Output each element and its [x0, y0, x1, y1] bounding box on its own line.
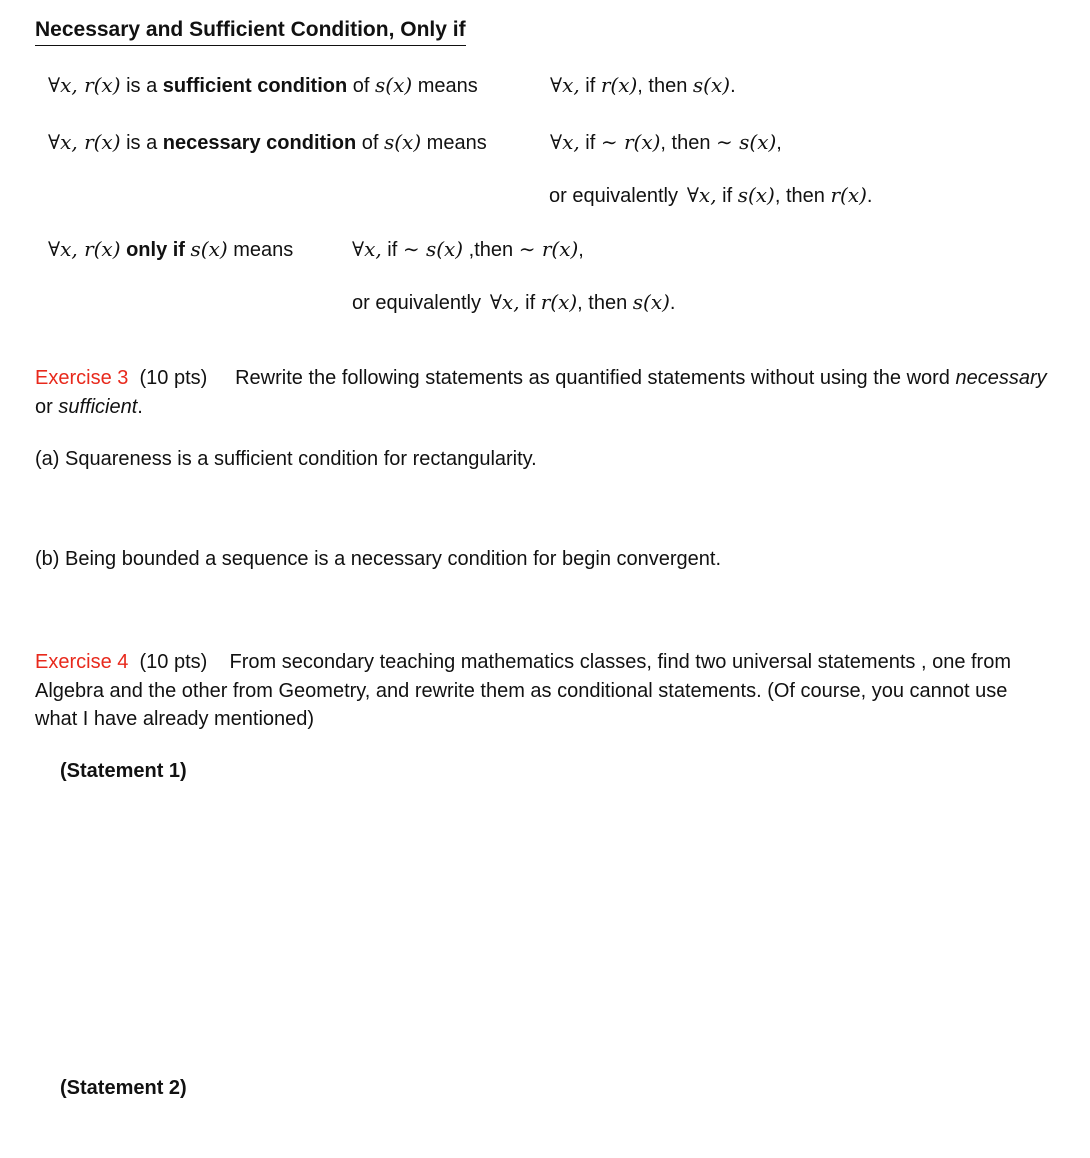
def-necessary-equiv-if: if: [716, 185, 738, 207]
def-sufficient-lhs-math: ∀x, r(x): [48, 73, 121, 97]
def-necessary-lhs-math: ∀x, r(x): [48, 130, 121, 154]
def-necessary-equiv-then: , then: [774, 185, 831, 207]
def-sufficient-term: sufficient condition: [162, 75, 348, 97]
def-necessary-end: ,: [776, 132, 782, 154]
def-sufficient-rx: r(x): [600, 73, 638, 97]
statement-1-label: (Statement 1): [60, 760, 187, 782]
def-necessary-equiv-q: ∀x,: [686, 183, 717, 207]
def-onlyif-equiv-sx: s(x): [632, 290, 670, 314]
def-onlyif-neg-rx: ∼ r(x): [518, 237, 579, 261]
def-onlyif-equiv-rx: r(x): [540, 290, 578, 314]
def-onlyif-equiv-if: if: [519, 292, 541, 314]
def-onlyif-lhs-math: ∀x, r(x): [48, 237, 121, 261]
exercise-3-label: Exercise 3: [35, 367, 129, 389]
def-necessary-equiv: [549, 183, 872, 208]
def-sufficient-of: of: [347, 75, 375, 97]
def-sufficient-end: .: [730, 75, 736, 97]
statement-2-label: (Statement 2): [60, 1077, 187, 1099]
def-sufficient-means: means: [412, 75, 478, 97]
def-onlyif-equiv-label: or equivalently: [352, 292, 481, 314]
def-onlyif-sx: s(x): [190, 237, 228, 261]
def-necessary-of: of: [356, 132, 384, 154]
def-necessary-then: , then: [660, 132, 717, 154]
def-sufficient-sx: s(x): [375, 73, 413, 97]
def-onlyif-equiv: [352, 290, 675, 315]
def-necessary-neg-rx: ∼ r(x): [600, 130, 661, 154]
def-necessary-equiv-sx: s(x): [737, 183, 775, 207]
exercise-3-part-a: (a) Squareness is a sufficient condition for rectangularity.: [35, 448, 537, 470]
def-necessary-sx: s(x): [383, 130, 422, 154]
def-onlyif-lhs: [48, 237, 293, 262]
def-necessary-means: means: [421, 132, 487, 154]
def-onlyif-rhs-q: ∀x,: [352, 237, 382, 261]
def-onlyif-then: ,then: [463, 239, 519, 261]
def-necessary-rhs: [550, 130, 782, 155]
exercise-3-word-necessary: necessary: [955, 367, 1047, 389]
def-onlyif-term: only if: [120, 239, 191, 261]
def-necessary-equiv-end: .: [866, 185, 873, 207]
exercise-3-or: or: [35, 395, 59, 418]
def-necessary-equiv-rx: r(x): [830, 183, 867, 207]
def-sufficient-if: if: [579, 75, 601, 97]
def-onlyif-means: means: [227, 239, 294, 261]
def-necessary-is-a: is a: [120, 132, 163, 154]
def-onlyif-if: if: [381, 239, 403, 261]
def-onlyif-equiv-q: ∀x,: [489, 290, 520, 314]
def-onlyif-equiv-then: , then: [577, 292, 633, 314]
def-onlyif-rhs: [352, 237, 584, 262]
def-onlyif-neg-sx: ∼ s(x): [402, 237, 464, 261]
page-title: Necessary and Sufficient Condition, Only if: [35, 18, 466, 46]
exercise-4-label: Exercise 4: [35, 651, 129, 673]
exercise-4-points: (10 pts): [139, 651, 208, 673]
def-necessary-rhs-q: ∀x,: [550, 130, 580, 154]
def-onlyif-equiv-end: .: [669, 292, 676, 314]
def-onlyif-end: ,: [578, 239, 584, 261]
exercise-3-text: Rewrite the following statements as quantified statements without using the word: [235, 367, 950, 389]
def-sufficient-then: , then: [637, 75, 693, 97]
exercise-3-points: (10 pts): [139, 367, 208, 389]
def-necessary-if: if: [579, 132, 601, 154]
exercise-3-word-sufficient: sufficient: [58, 395, 138, 418]
exercise-3-prompt: [35, 364, 1055, 421]
exercise-3-dot: .: [137, 395, 143, 418]
def-sufficient-rhs-q: ∀x,: [550, 73, 580, 97]
def-sufficient-is-a: is a: [120, 75, 163, 97]
def-necessary-term: necessary condition: [162, 132, 357, 154]
exercise-4-text: From secondary teaching mathematics classes, find two universal statements , one from Algebra and the other from Geometry, and rewrite them as conditional statements. (Of course, you cannot use what I have already mentioned): [35, 651, 1011, 730]
def-necessary-lhs: [48, 130, 487, 155]
exercise-4-prompt: [35, 648, 1055, 734]
def-sufficient-lhs: [48, 73, 478, 98]
exercise-3-part-b: (b) Being bounded a sequence is a necessary condition for begin convergent.: [35, 548, 722, 570]
def-sufficient-sx2: s(x): [692, 73, 731, 97]
def-necessary-equiv-label: or equivalently: [549, 185, 678, 207]
def-necessary-neg-sx: ∼ s(x): [716, 130, 777, 154]
def-sufficient-rhs: [550, 73, 736, 98]
